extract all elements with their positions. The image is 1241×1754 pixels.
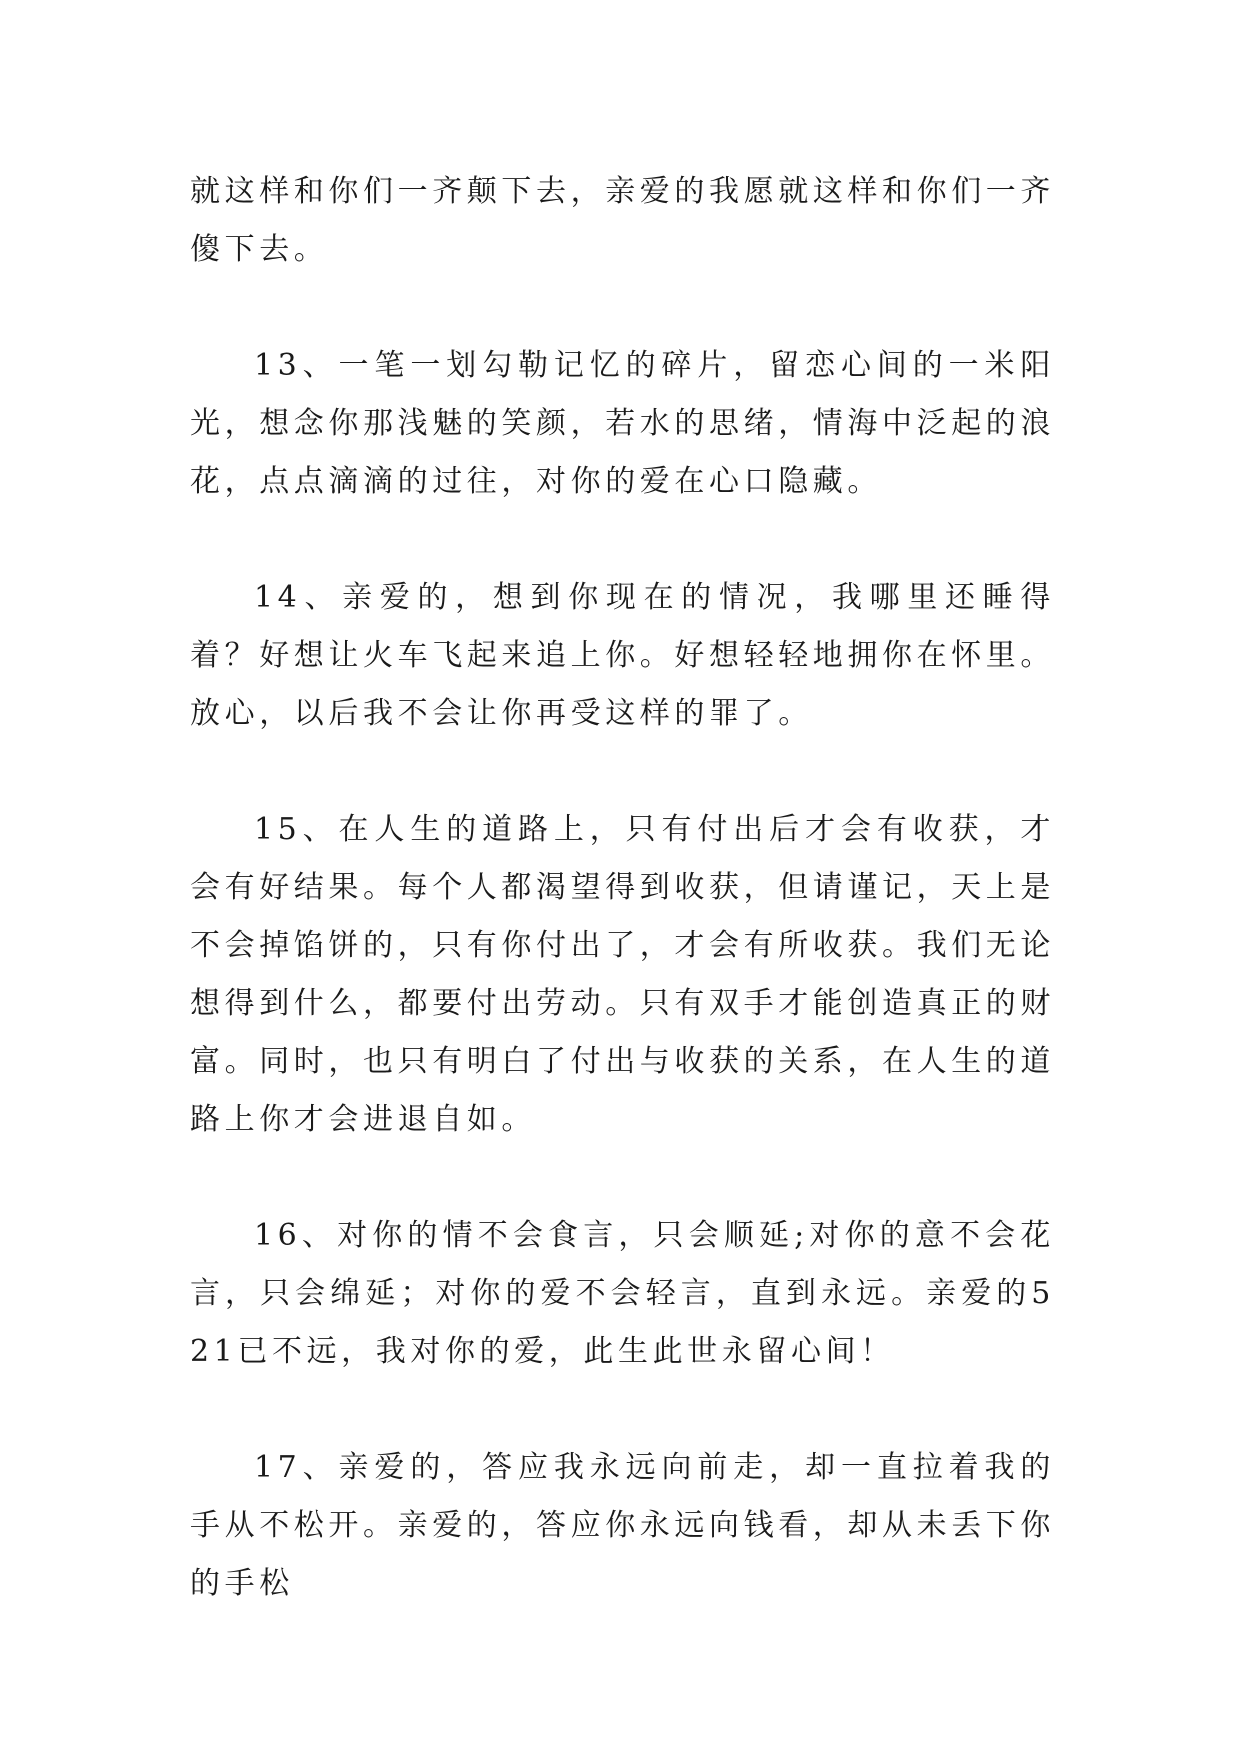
paragraph-15: 15、在人生的道路上，只有付出后才会有收获，才会有好结果。每个人都渴望得到收获，但请谨记，天上是不会掉馅饼的，只有你付出了，才会有所收获。我们无论想得到什么，都要付出劳动。只有双手才能创造真正的财富。同时，也只有明白了付出与收获的关系，在人生的道路上你才会进退自如。 bbox=[190, 812, 1055, 1137]
paragraph-13: 13、一笔一划勾勒记忆的碎片，留恋心间的一米阳光，想念你那浅魅的笑颜，若水的思绪，情海中泛起的浪花，点点滴滴的过往，对你的爱在心口隐藏。 bbox=[190, 348, 1055, 499]
paragraph-17: 17、亲爱的，答应我永远向前走，却一直拉着我的手从不松开。亲爱的，答应你永远向钱看，却从未丢下你的手松 bbox=[190, 1450, 1055, 1601]
paragraph-continuation: 就这样和你们一齐颠下去，亲爱的我愿就这样和你们一齐傻下去。 bbox=[190, 174, 1055, 267]
paragraph-14: 14、亲爱的，想到你现在的情况，我哪里还睡得着？好想让火车飞起来追上你。好想轻轻地拥你在怀里。放心，以后我不会让你再受这样的罪了。 bbox=[190, 580, 1055, 731]
paragraph-16: 16、对你的情不会食言，只会顺延;对你的意不会花言，只会绵延；对你的爱不会轻言，直到永远。亲爱的521已不远，我对你的爱，此生此世永留心间！ bbox=[190, 1218, 1055, 1369]
document-body bbox=[190, 163, 1055, 1613]
